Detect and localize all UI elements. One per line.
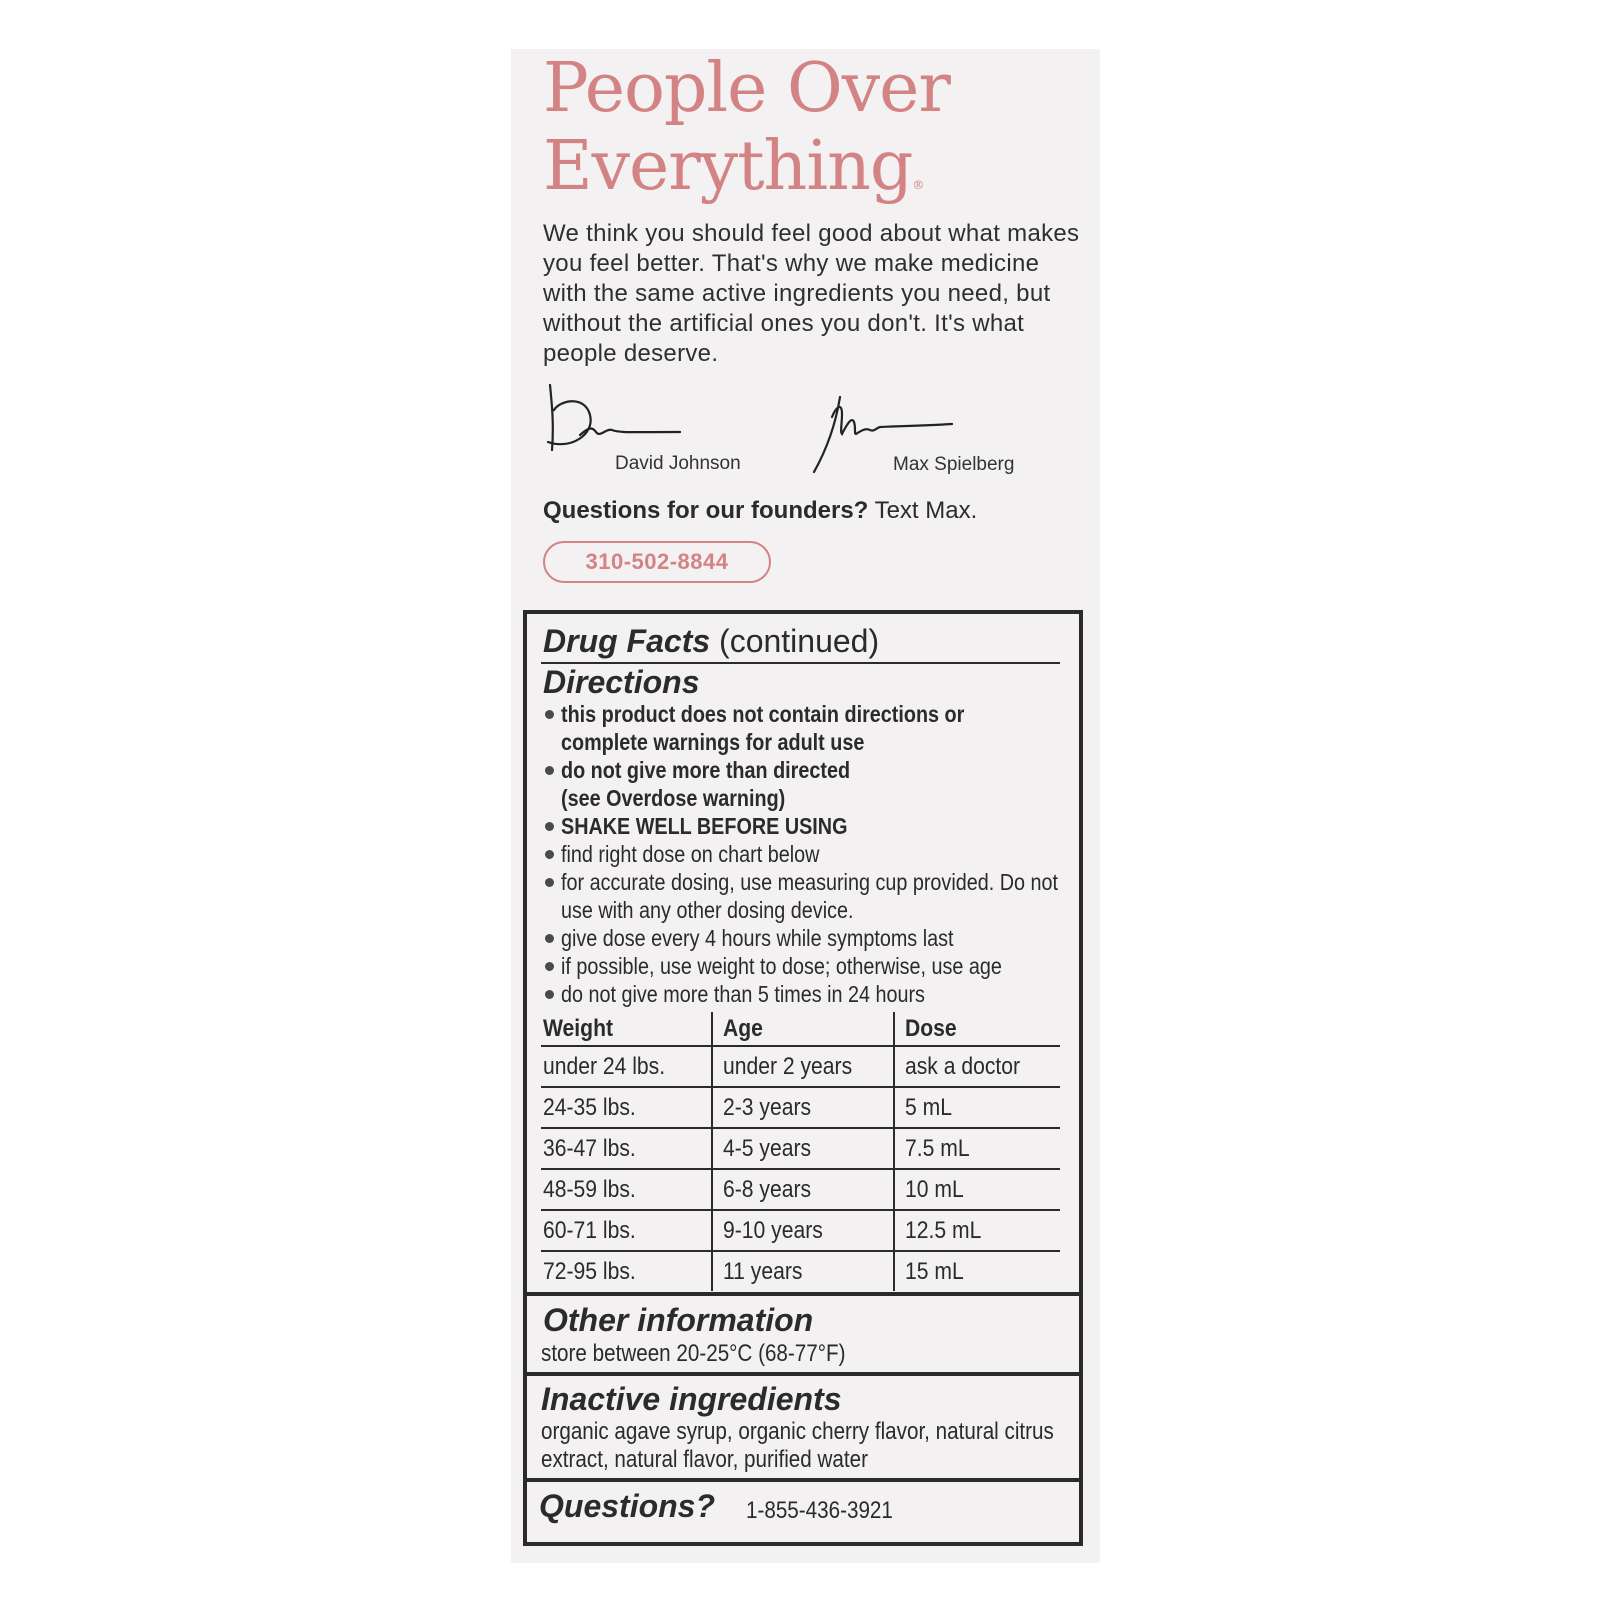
intro-text: We think you should feel good about what makes you feel better. That's why we make medicine with the same active ingredients you need, but without the artificial ones you don't. It's what people deserve. [543,220,1080,367]
direction-item: do not give more than directed (see Overdose warning) [543,756,1073,812]
direction-item: give dose every 4 hours while symptoms last [543,924,1073,952]
table-row [541,1128,1060,1169]
questions-heading: Questions? [539,1488,716,1524]
directions-heading: Directions [543,664,700,700]
direction-item: this product does not contain directions or complete warnings for adult use [543,700,1073,756]
table-row [541,1046,1060,1087]
cell-weight: 60-71 lbs. [541,1210,712,1251]
questions-phone: 1-855-436-3921 [746,1497,893,1524]
cell-dose: 12.5 mL [894,1210,1060,1251]
dosing-table [541,1012,1060,1291]
cell-dose: 10 mL [894,1169,1060,1210]
other-information-heading: Other information [543,1302,814,1338]
cell-dose: ask a doctor [894,1046,1060,1087]
founders-question [543,497,977,525]
cell-dose: 7.5 mL [894,1128,1060,1169]
founders-question-rest: Text Max. [874,497,978,524]
cell-weight: under 24 lbs. [541,1046,712,1087]
col-header-dose: Dose [894,1012,1060,1046]
registered-mark: ® [912,178,925,192]
table-row [541,1251,1060,1291]
drug-facts-title-suffix: (continued) [719,623,880,659]
cell-age: under 2 years [712,1046,894,1087]
founder-phone-number: 310-502-8844 [585,549,729,574]
brand-line-1: People Over [543,49,950,128]
direction-item: if possible, use weight to dose; otherwise, use age [543,952,1073,980]
inactive-ingredients-text: organic agave syrup, organic cherry flavor, natural citrus extract, natural flavor, purified water [541,1418,1054,1473]
founders-question-bold: Questions for our founders? [543,497,869,524]
cell-age: 4-5 years [712,1128,894,1169]
founder-phone-badge[interactable] [543,541,771,583]
direction-item: SHAKE WELL BEFORE USING [543,812,1073,840]
direction-item: do not give more than 5 times in 24 hours [543,980,1073,1008]
cell-weight: 72-95 lbs. [543,1257,636,1285]
cell-age: 2-3 years [712,1087,894,1128]
col-header-age: Age [712,1012,894,1046]
dosing-table-header [541,1012,1060,1046]
cell-dose: 5 mL [894,1087,1060,1128]
drug-facts-title-bold: Drug Facts [543,623,711,659]
cell-age: 11 years [712,1251,894,1291]
table-row [541,1087,1060,1128]
founder-name-2: Max Spielberg [893,454,1015,475]
cell-age: 6-8 years [712,1169,894,1210]
inactive-ingredients-heading: Inactive ingredients [541,1381,842,1417]
direction-item: for accurate dosing, use measuring cup provided. Do not use with any other dosing device. [543,868,1073,924]
cell-weight: 48-59 lbs. [541,1169,712,1210]
cell-weight: 36-47 lbs. [541,1128,712,1169]
table-row [541,1169,1060,1210]
brand-line-2: Everything [543,127,913,206]
signature-david-johnson [540,380,690,460]
direction-item: find right dose on chart below [543,840,1073,868]
col-header-weight: Weight [541,1012,712,1046]
drug-facts-title [543,623,879,660]
cell-dose: 15 mL [894,1251,1060,1291]
table-row [541,1210,1060,1251]
brand-headline [543,50,950,224]
cell-age: 9-10 years [712,1210,894,1251]
cell-weight: 24-35 lbs. [541,1087,712,1128]
other-information-text: store between 20-25°C (68-77°F) [541,1340,846,1367]
founder-name-1: David Johnson [615,453,741,474]
directions-list [543,700,1073,1008]
